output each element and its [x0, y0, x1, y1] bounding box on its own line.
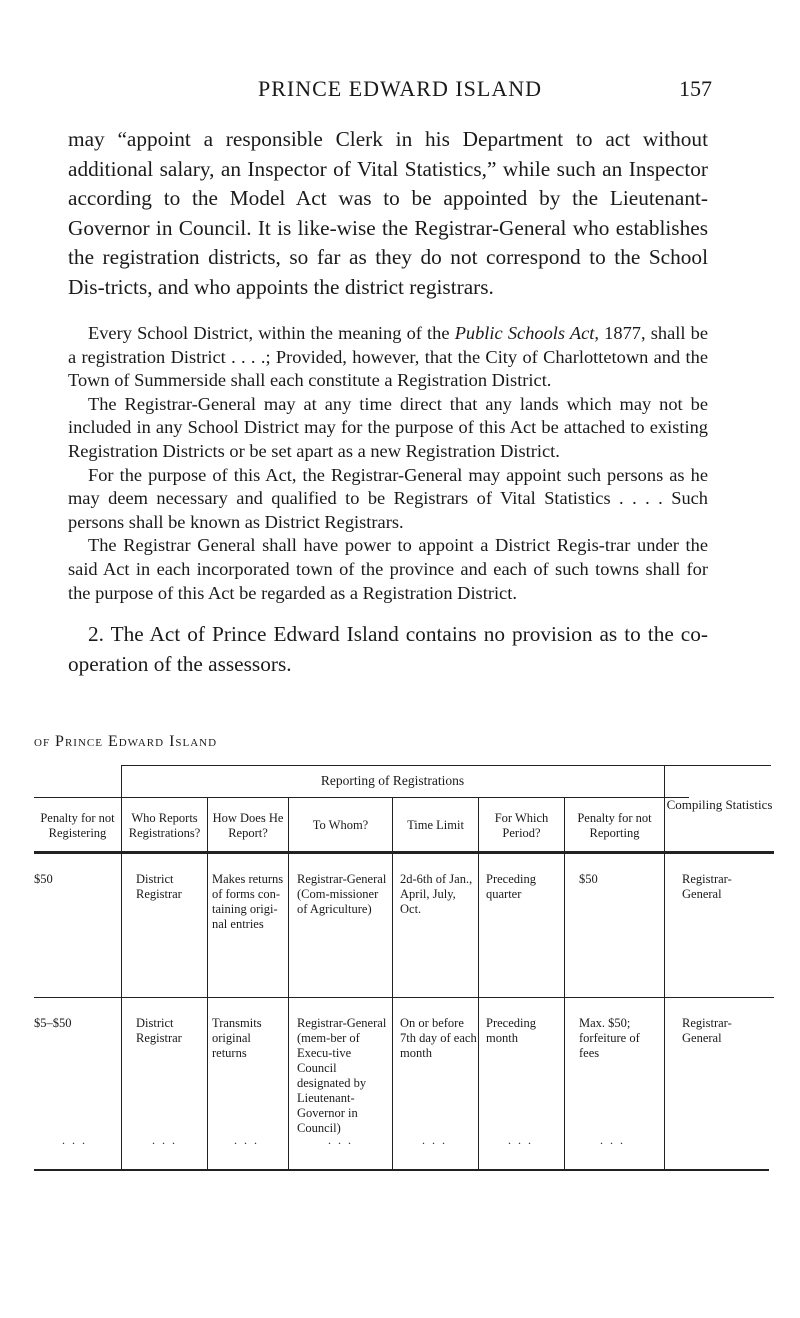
- body-paragraph-2: 2. The Act of Prince Edward Island contains no provision as to the co-operation of the assessors.: [68, 622, 708, 676]
- row2-compiling: Registrar-General: [682, 1016, 732, 1045]
- header-compiling-statistics: Compiling Statistics: [666, 797, 773, 812]
- quote-paragraph-4: The Registrar General shall have power to appoint a District Regis-trar under the said Act in each incorporated town of the province and each of such towns shall for the purpose of this Act be regarded as a Registration District.: [68, 535, 708, 603]
- row2-how: Transmits original returns: [212, 1016, 262, 1060]
- ellipsis: . . .: [62, 1133, 87, 1147]
- row1-penalty-reporting: $50: [579, 872, 598, 886]
- ellipsis: . . .: [600, 1133, 625, 1147]
- header-bottom-rule: [34, 851, 774, 854]
- quote-paragraph-1: Every School District, within the meaning of the Public Schools Act, 1877, shall be a registration District . . . .; Provided, however, that the City of Charlottetown and the Town of Summerside shall each constitute a Registration District.: [68, 323, 708, 391]
- ellipsis: . . .: [152, 1133, 177, 1147]
- body-paragraph-1: may “appoint a responsible Clerk in his Department to act without additional salary, an Inspector of Vital Statistics,” while such an Inspector according to the Model Act was to be appointed by the Lieutenant-Governor in Council. It is like-wise the Registrar-General who establishes the registration districts, so far as they do not correspond to the School Dis-tricts, and who appoints the district registrars.: [68, 127, 708, 299]
- group-header-rule: [34, 797, 689, 798]
- header-to-whom: To Whom?: [312, 818, 369, 832]
- table-caption: of Prince Edward Island: [34, 733, 218, 750]
- row2-time-limit: On or before 7th day of each month: [400, 1016, 477, 1060]
- running-title: PRINCE EDWARD ISLAND: [258, 76, 542, 101]
- ellipsis: . . .: [422, 1133, 447, 1147]
- column-divider: [664, 765, 665, 1171]
- row-separator: [34, 997, 774, 998]
- column-divider: [392, 797, 393, 1171]
- header-how-report: How Does He Report?: [212, 811, 284, 840]
- group-header: Reporting of Registrations: [320, 773, 465, 788]
- ellipsis: . . .: [328, 1133, 353, 1147]
- quote-paragraph-2: The Registrar-General may at any time direct that any lands which may not be included in any School District may for the purpose of this Act be attached to existing Registration Districts or be set apart as a new Registration District.: [68, 393, 708, 461]
- row1-penalty: $50: [34, 872, 53, 886]
- column-divider: [207, 797, 208, 1171]
- page-header: [0, 76, 800, 106]
- quote-paragraph-3: For the purpose of this Act, the Registrar-General may appoint such persons as he may deem necessary and qualified to be Registrars of Vital Statistics . . . . Such persons shall be known as District Registrars.: [68, 464, 708, 532]
- row1-compiling: Registrar-General: [682, 872, 732, 901]
- header-who-reports: Who Reports Registrations?: [128, 811, 201, 840]
- table-bottom-rule: [34, 1169, 769, 1171]
- column-divider: [288, 797, 289, 1171]
- row2-who: District Registrar: [136, 1016, 182, 1045]
- row2-penalty: $5–$50: [34, 1016, 72, 1030]
- header-penalty-not-reporting: Penalty for not Reporting: [577, 811, 652, 840]
- statute-quote: [68, 322, 708, 605]
- registration-table: [34, 765, 774, 1171]
- page-number: 157: [679, 76, 712, 101]
- row2-period: Preceding month: [486, 1016, 536, 1045]
- table-top-rule: [121, 765, 771, 766]
- row2-penalty-reporting: Max. $50; forfeiture of fees: [579, 1016, 640, 1060]
- header-penalty-not-registering: Penalty for not Registering: [40, 811, 115, 840]
- row1-time-limit: 2d-6th of Jan., April, July, Oct.: [400, 872, 473, 916]
- row2-to-whom: Registrar-General (mem-ber of Execu-tive Council designated by Lieutenant-Governor in Council): [297, 1016, 387, 1135]
- column-divider: [564, 797, 565, 1171]
- column-divider: [478, 797, 479, 1171]
- ellipsis: . . .: [508, 1133, 533, 1147]
- ellipsis: . . .: [234, 1133, 259, 1147]
- row1-who: District Registrar: [136, 872, 182, 901]
- header-time-limit: Time Limit: [407, 818, 464, 832]
- act-title: Public Schools Act,: [454, 323, 600, 343]
- row1-how: Makes returns of forms con-taining origi-nal entries: [212, 872, 284, 931]
- row1-to-whom: Registrar-General (Com-missioner of Agriculture): [297, 872, 387, 916]
- row1-period: Preceding quarter: [486, 872, 536, 901]
- header-for-which-period: For Which Period?: [494, 811, 549, 840]
